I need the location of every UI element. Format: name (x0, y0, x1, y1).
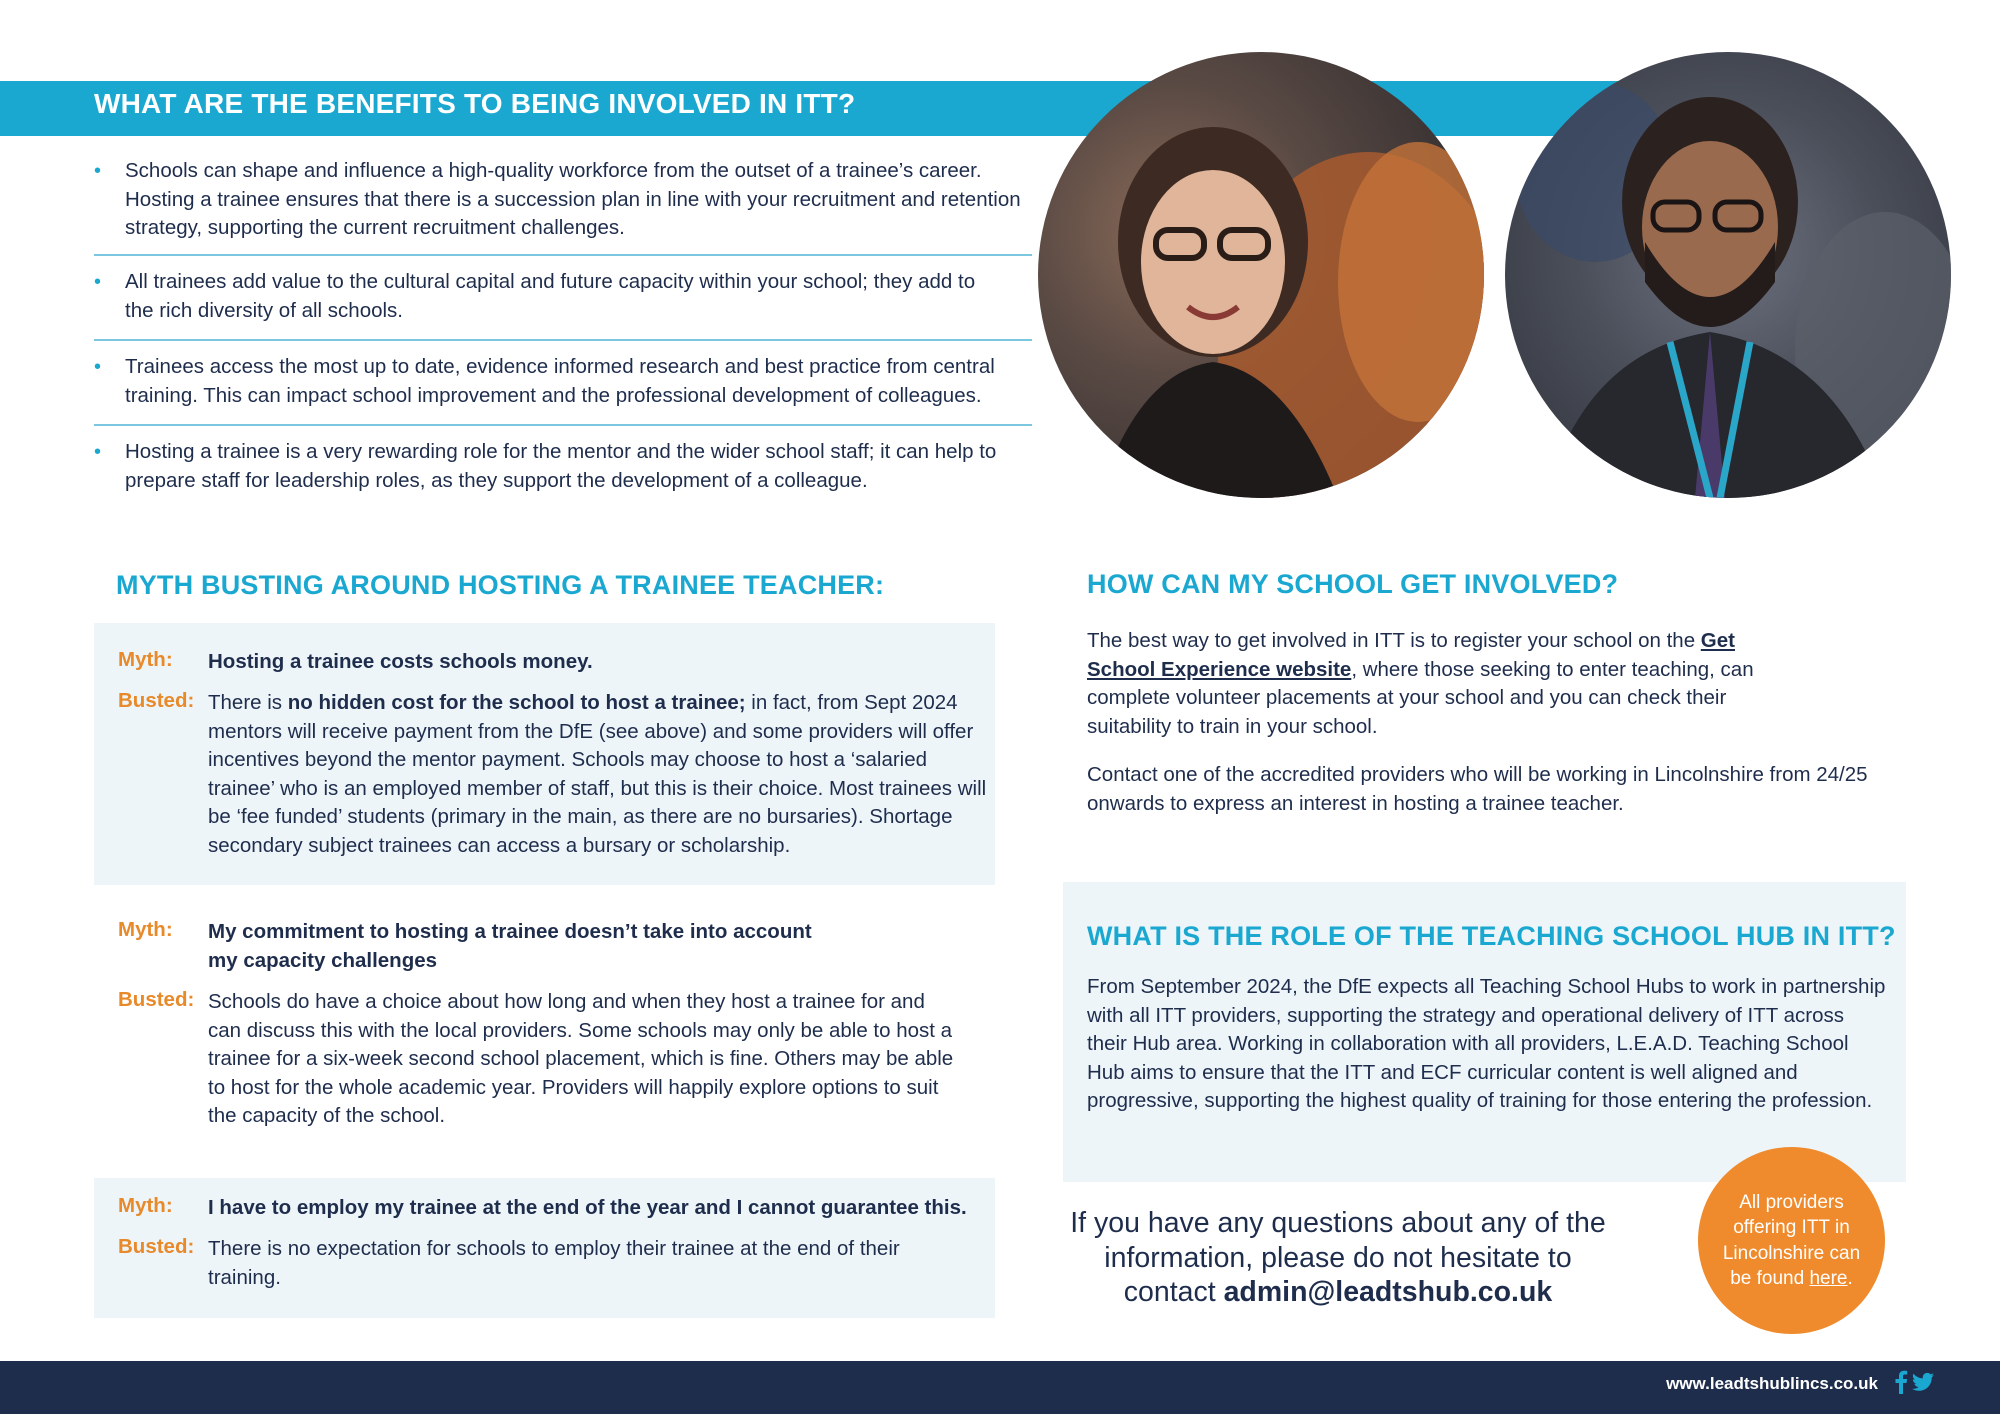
myth-statement: My commitment to hosting a trainee doesn’t take into account my capacity challenges (208, 920, 812, 972)
get-involved-heading: HOW CAN MY SCHOOL GET INVOLVED? (1087, 569, 1619, 599)
myth-label: Myth: (118, 1194, 173, 1217)
benefit-text: Trainees access the most up to date, evidence informed research and best practice from central training. This can impact school improvement and the professional development of colleagues. (125, 355, 995, 407)
get-school-experience-link[interactable]: Get School Experience website (1087, 629, 1735, 681)
list-item (94, 438, 1032, 495)
busted-text: There is no expectation for schools to employ their trainee at the end of their training. (208, 1237, 900, 1289)
bullet-icon: • (94, 441, 102, 463)
benefit-text: Hosting a trainee is a very rewarding role for the mentor and the wider school staff; it can help to prepare staff for leadership roles, as they support the development of a colleague. (125, 440, 997, 492)
contact-providers-paragraph: Contact one of the accredited providers who will be working in Lincolnshire from 24/25 onwards to express an interest in hosting a trainee teacher. (1087, 763, 1868, 815)
busted-emphasis: no hidden cost for the school to host a trainee; (287, 691, 746, 714)
bullet-icon: • (94, 160, 102, 182)
providers-badge-text: All providers offering ITT in Lincolnshire can be found here. (1722, 1191, 1861, 1289)
busted-text: Schools do have a choice about how long and when they host a trainee for and can discuss this with the local providers. Some schools may only be able to host a trainee for a six-week second school placement, which is fine. Others may be able to host for the whole academic year. Providers will happily explore options to suit the capacity of the school. (208, 990, 954, 1127)
list-item (94, 157, 1032, 243)
providers-badge (1698, 1147, 1885, 1334)
myth-label: Myth: (118, 648, 173, 671)
twitter-icon[interactable] (1912, 1372, 1934, 1392)
contact-email-link[interactable]: admin@leadtshub.co.uk (1223, 1276, 1553, 1308)
bullet-icon: • (94, 356, 102, 378)
facebook-icon[interactable] (1894, 1370, 1908, 1394)
myth-card (94, 623, 995, 885)
divider (94, 424, 1032, 426)
providers-link[interactable]: here (1809, 1268, 1848, 1289)
busted-label: Busted: (118, 988, 195, 1011)
photo-man-illustration (1505, 52, 1951, 498)
myth-busting-heading: MYTH BUSTING AROUND HOSTING A TRAINEE TEACHER: (116, 570, 885, 600)
contact-text: If you have any questions about any of the information, please do not hesitate to contact admin@leadtshub.co.uk (1070, 1207, 1606, 1308)
busted-text: There is no hidden cost for the school to host a trainee; in fact, from Sept 2024 mentors will receive payment from the DfE (see above) and some providers will offer incentives beyond the mentor payment. Schools may choose to host a ‘salaried trainee’ who is an employed member of staff, but this is their choice. Most trainees will be ‘fee funded’ students (primary in the main, as there are no bursaries). Shortage secondary subject trainees can access a bursary or scholarship. (208, 691, 987, 857)
benefits-heading: WHAT ARE THE BENEFITS TO BEING INVOLVED IN ITT? (94, 88, 856, 119)
get-involved-paragraph: The best way to get involved in ITT is to register your school on the Get School Experience website, where those seeking to enter teaching, can complete volunteer placements at your school and you can check their suitability to train in your school. (1087, 629, 1754, 738)
myth-label: Myth: (118, 918, 173, 941)
busted-label: Busted: (118, 689, 195, 712)
myth-statement: I have to employ my trainee at the end of the year and I cannot guarantee this. (208, 1196, 967, 1219)
photo-woman-illustration (1038, 52, 1484, 498)
benefit-text: Schools can shape and influence a high-quality workforce from the outset of a trainee’s career. Hosting a trainee ensures that there is a succession plan in line with your recruitment and retention strategy, supporting the current recruitment challenges. (125, 159, 1021, 239)
photo-woman-smiling (1038, 52, 1484, 498)
benefit-text: All trainees add value to the cultural capital and future capacity within your school; they add to the rich diversity of all schools. (125, 270, 976, 322)
list-item (94, 268, 994, 325)
footer-website-link[interactable]: www.leadtshublincs.co.uk (1666, 1374, 1878, 1393)
hub-role-heading: WHAT IS THE ROLE OF THE TEACHING SCHOOL HUB IN ITT? (1087, 921, 1896, 951)
photo-man-with-lanyard (1505, 52, 1951, 498)
myth-statement: Hosting a trainee costs schools money. (208, 650, 593, 673)
myth-card (94, 1178, 995, 1318)
myth-card (94, 893, 995, 1133)
list-item (94, 353, 1032, 410)
divider (94, 254, 1032, 256)
bullet-icon: • (94, 271, 102, 293)
divider (94, 339, 1032, 341)
busted-label: Busted: (118, 1235, 195, 1258)
hub-role-text: From September 2024, the DfE expects all Teaching School Hubs to work in partnership with all ITT providers, supporting the strategy and operational delivery of ITT across their Hub area. Working in collaboration with all providers, L.E.A.D. Teaching School Hub aims to ensure that the ITT and ECF curricular content is well aligned and progressive, supporting the highest quality of training for those entering the profession. (1087, 975, 1886, 1112)
